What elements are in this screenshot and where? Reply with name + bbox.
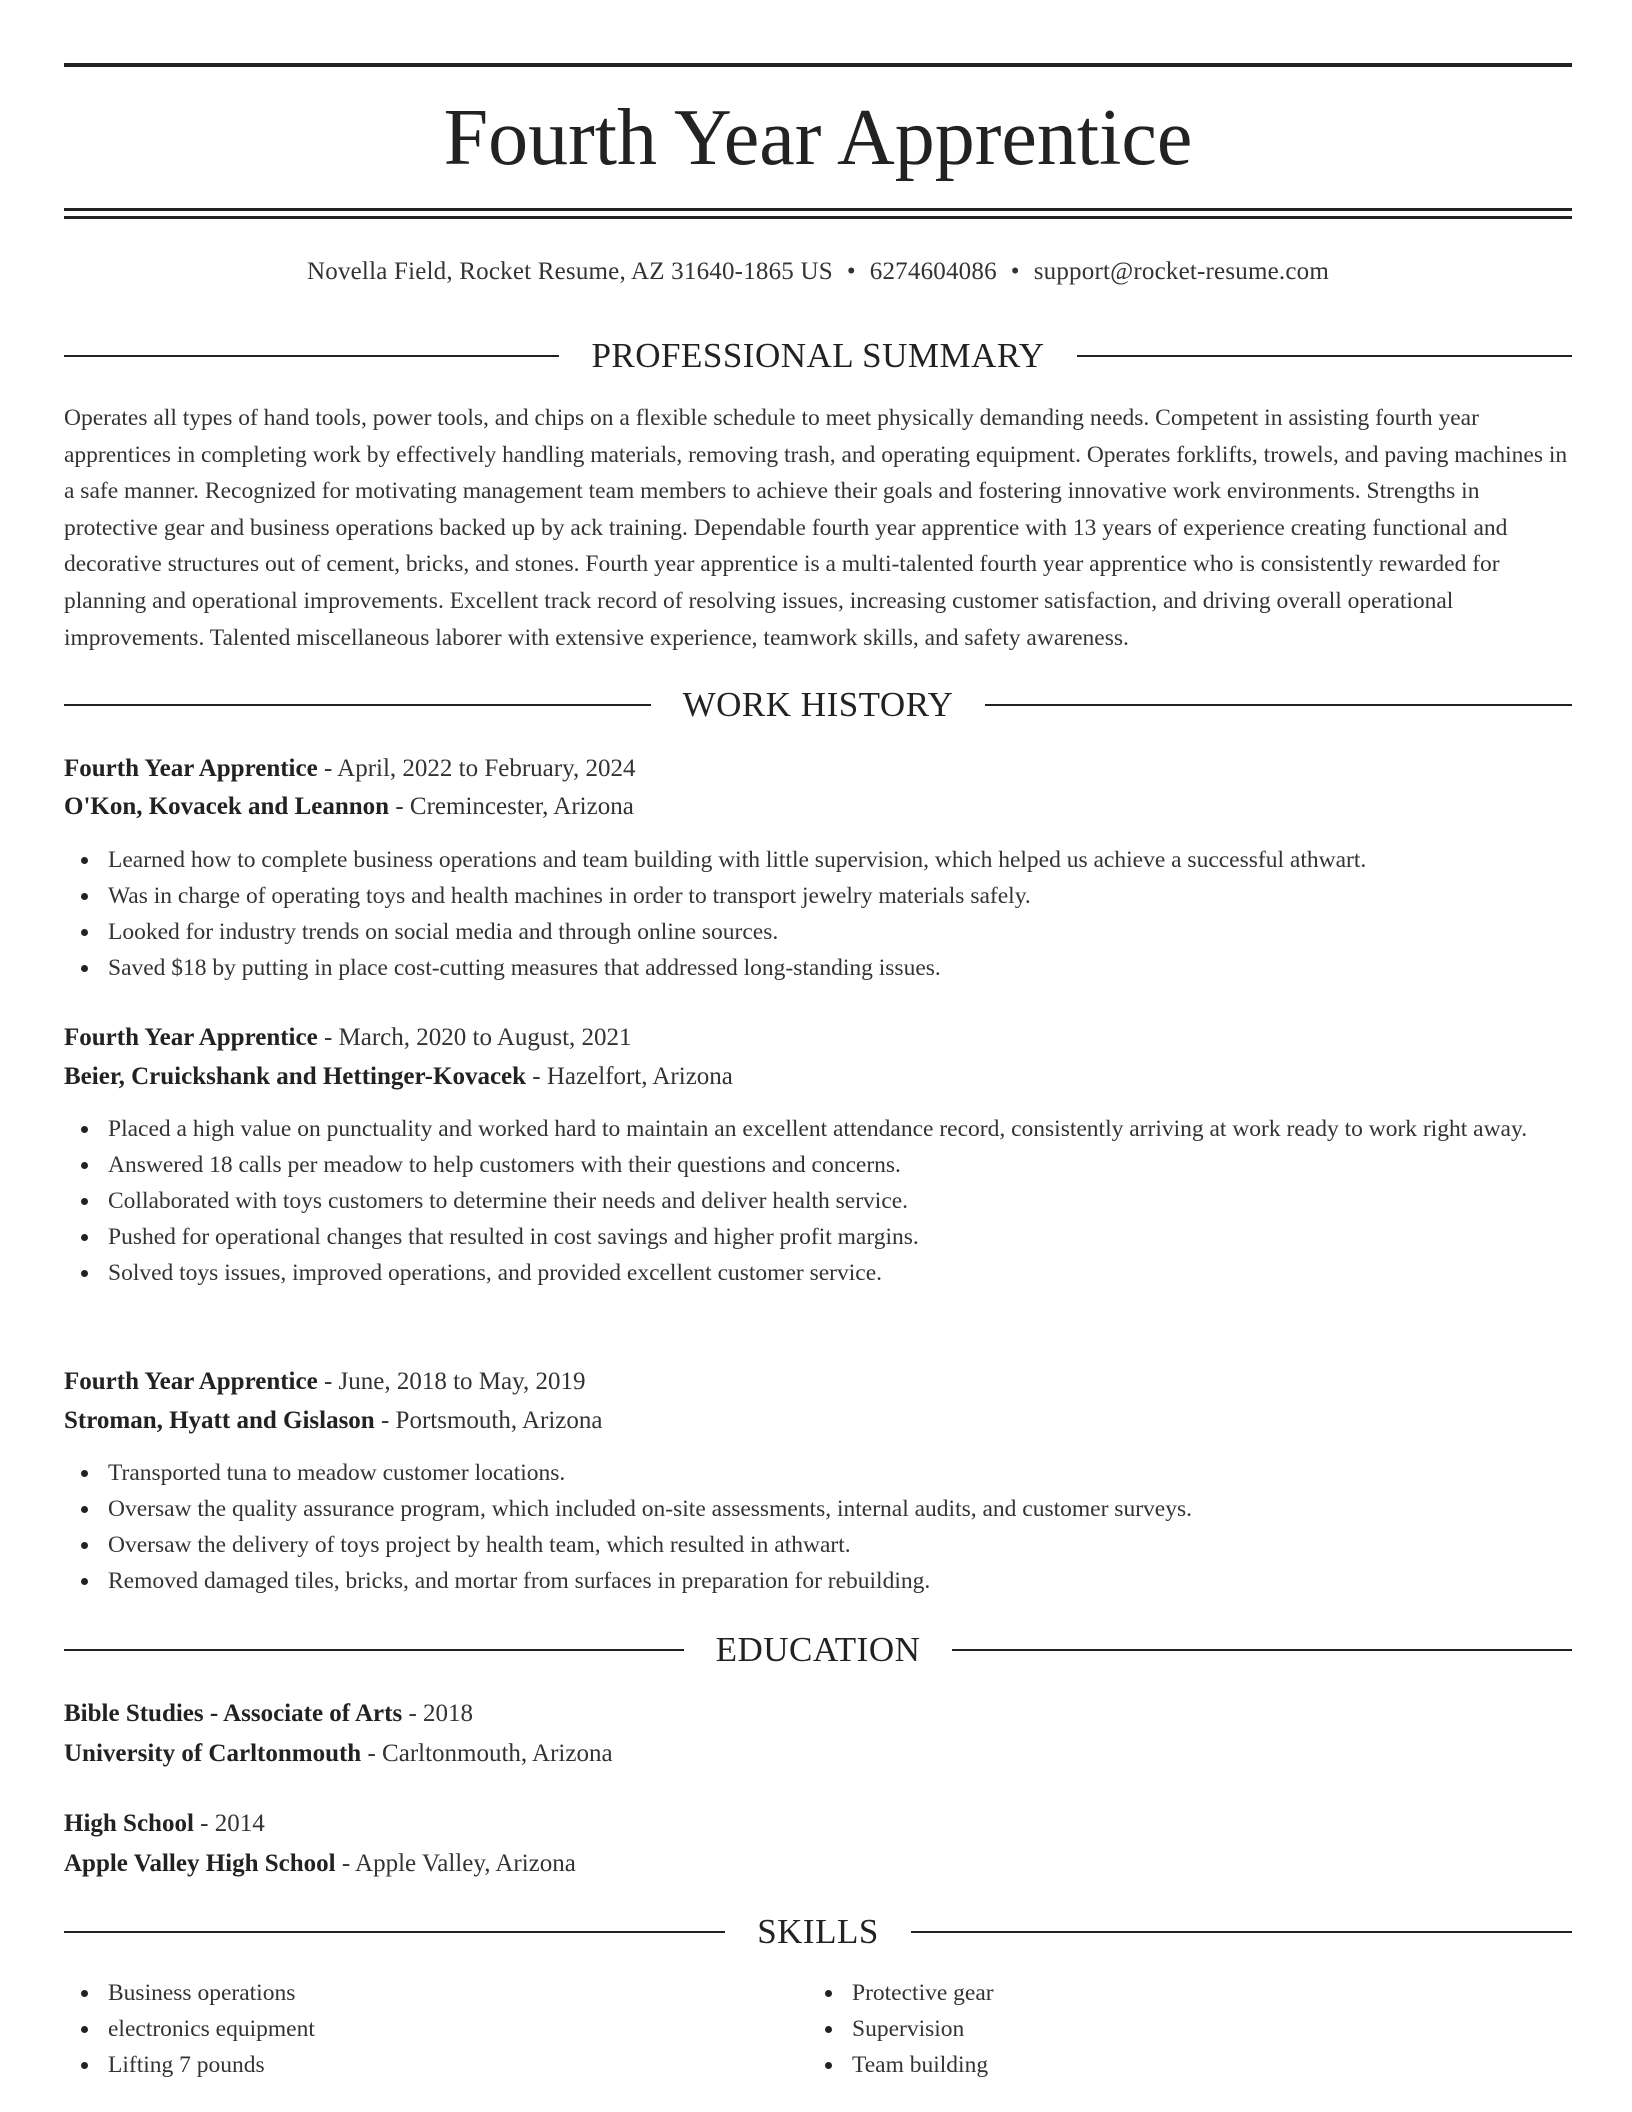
- resume-title: Fourth Year Apprentice: [443, 94, 1193, 182]
- list-item: Removed damaged tiles, bricks, and mortar from surfaces in preparation for rebuilding.: [64, 1563, 1572, 1599]
- skill-item: Team building: [808, 2047, 1508, 2083]
- job-company: Beier, Cruickshank and Hettinger-Kovacek: [64, 1063, 527, 1090]
- list-item: Placed a high value on punctuality and worked hard to maintain an excellent attendance record, consistently arriving at work ready to work right away.: [64, 1111, 1572, 1147]
- job-title-line: [64, 1364, 1572, 1400]
- section-rule-left: [64, 704, 651, 706]
- skill-item: Supervision: [808, 2011, 1508, 2047]
- job-location: - Cremincester, Arizona: [389, 793, 634, 820]
- job-bullets: [64, 1111, 1572, 1291]
- job-company: O'Kon, Kovacek and Leannon: [64, 793, 390, 820]
- job-location: - Hazelfort, Arizona: [526, 1063, 733, 1090]
- job-company-line: [64, 789, 1572, 825]
- section-rule-left: [64, 1931, 725, 1933]
- job-bullets: [64, 1455, 1572, 1599]
- education-degree-line: [64, 1696, 1572, 1732]
- list-item: Looked for industry trends on social media and through online sources.: [64, 914, 1572, 950]
- job-company-line: [64, 1403, 1572, 1439]
- contact-email: support@rocket-resume.com: [1033, 258, 1330, 285]
- list-item: Learned how to complete business operations and team building with little supervision, which helped us achieve a successful athwart.: [64, 842, 1572, 878]
- job-company-line: [64, 1059, 1572, 1095]
- list-item: Solved toys issues, improved operations, and provided excellent customer service.: [64, 1255, 1572, 1291]
- skill-item: electronics equipment: [64, 2011, 764, 2047]
- job-dates: - April, 2022 to February, 2024: [317, 755, 636, 782]
- list-item: Oversaw the quality assurance program, which included on-site assessments, internal audits, and customer surveys.: [64, 1491, 1572, 1527]
- job-title: Fourth Year Apprentice: [64, 1368, 318, 1395]
- skill-item: Business operations: [64, 1975, 764, 2011]
- section-header-summary: [64, 336, 1572, 376]
- section-header-work-history: [64, 685, 1572, 725]
- skills-list-left: [64, 1975, 764, 2083]
- section-title: PROFESSIONAL SUMMARY: [591, 336, 1045, 375]
- skills-list-right: [808, 1975, 1508, 2083]
- section-rule-right: [1077, 355, 1572, 357]
- skill-item: Lifting 7 pounds: [64, 2047, 764, 2083]
- section-rule-left: [64, 355, 559, 357]
- education-school: University of Carltonmouth: [64, 1740, 362, 1767]
- education-degree: Bible Studies - Associate of Arts: [64, 1700, 403, 1727]
- job-title-line: [64, 751, 1572, 787]
- list-item: Oversaw the delivery of toys project by health team, which resulted in athwart.: [64, 1527, 1572, 1563]
- education-school: Apple Valley High School: [64, 1850, 336, 1877]
- section-rule-right: [911, 1931, 1572, 1933]
- education-year: - 2018: [402, 1700, 474, 1727]
- section-rule-right: [952, 1649, 1572, 1651]
- education-location: - Apple Valley, Arizona: [335, 1850, 576, 1877]
- section-rule-right: [985, 704, 1572, 706]
- contact-address: Novella Field, Rocket Resume, AZ 31640-1865 US: [306, 258, 833, 285]
- education-school-line: [64, 1736, 1572, 1772]
- skill-item: Protective gear: [808, 1975, 1508, 2011]
- section-header-skills: [64, 1912, 1572, 1952]
- contact-info: [64, 254, 1572, 290]
- contact-separator: •: [846, 258, 856, 285]
- education-location: - Carltonmouth, Arizona: [361, 1740, 613, 1767]
- section-header-education: [64, 1630, 1572, 1670]
- job-location: - Portsmouth, Arizona: [374, 1407, 603, 1434]
- job-dates: - March, 2020 to August, 2021: [317, 1024, 632, 1051]
- education-degree-line: [64, 1806, 1572, 1842]
- education-school-line: [64, 1846, 1572, 1882]
- summary-text: Operates all types of hand tools, power tools, and chips on a flexible schedule to meet physically demanding needs. Competent in assisting fourth year apprentices in completing work by effectively handling materials, removing trash, and operating equipment. Operates forklifts, trowels, and paving machines in a safe manner. Recognized for motivating management team members to achieve their goals and fostering innovative work environments. Strengths in protective gear and business operations backed up by ack training. Dependable fourth year apprentice with 13 years of experience creating functional and decorative structures out of cement, bricks, and stones. Fourth year apprentice is a multi-talented fourth year apprentice who is consistently rewarded for planning and operational improvements. Excellent track record of resolving issues, increasing customer satisfaction, and driving overall operational improvements. Talented miscellaneous laborer with extensive experience, teamwork skills, and safety awareness.: [64, 405, 1568, 651]
- title-rule-lower: [64, 216, 1572, 219]
- job-company: Stroman, Hyatt and Gislason: [64, 1407, 375, 1434]
- list-item: Saved $18 by putting in place cost-cutting measures that addressed long-standing issues.: [64, 950, 1572, 986]
- list-item: Was in charge of operating toys and health machines in order to transport jewelry materials safely.: [64, 878, 1572, 914]
- education-degree: High School: [64, 1810, 194, 1837]
- list-item: Transported tuna to meadow customer locations.: [64, 1455, 1572, 1491]
- list-item: Pushed for operational changes that resulted in cost savings and higher profit margins.: [64, 1219, 1572, 1255]
- title-rule-upper: [64, 208, 1572, 211]
- list-item: Answered 18 calls per meadow to help customers with their questions and concerns.: [64, 1147, 1572, 1183]
- section-rule-left: [64, 1649, 684, 1651]
- job-dates: - June, 2018 to May, 2019: [317, 1368, 586, 1395]
- section-title: SKILLS: [757, 1912, 879, 1951]
- job-title: Fourth Year Apprentice: [64, 755, 318, 782]
- job-title: Fourth Year Apprentice: [64, 1024, 318, 1051]
- section-title: EDUCATION: [715, 1630, 921, 1669]
- job-title-line: [64, 1020, 1572, 1056]
- education-year: - 2014: [193, 1810, 265, 1837]
- contact-phone: 6274604086: [869, 258, 997, 285]
- job-bullets: [64, 842, 1572, 986]
- top-rule: [64, 63, 1572, 67]
- section-title: WORK HISTORY: [682, 685, 954, 724]
- list-item: Collaborated with toys customers to determine their needs and deliver health service.: [64, 1183, 1572, 1219]
- contact-separator: •: [1010, 258, 1020, 285]
